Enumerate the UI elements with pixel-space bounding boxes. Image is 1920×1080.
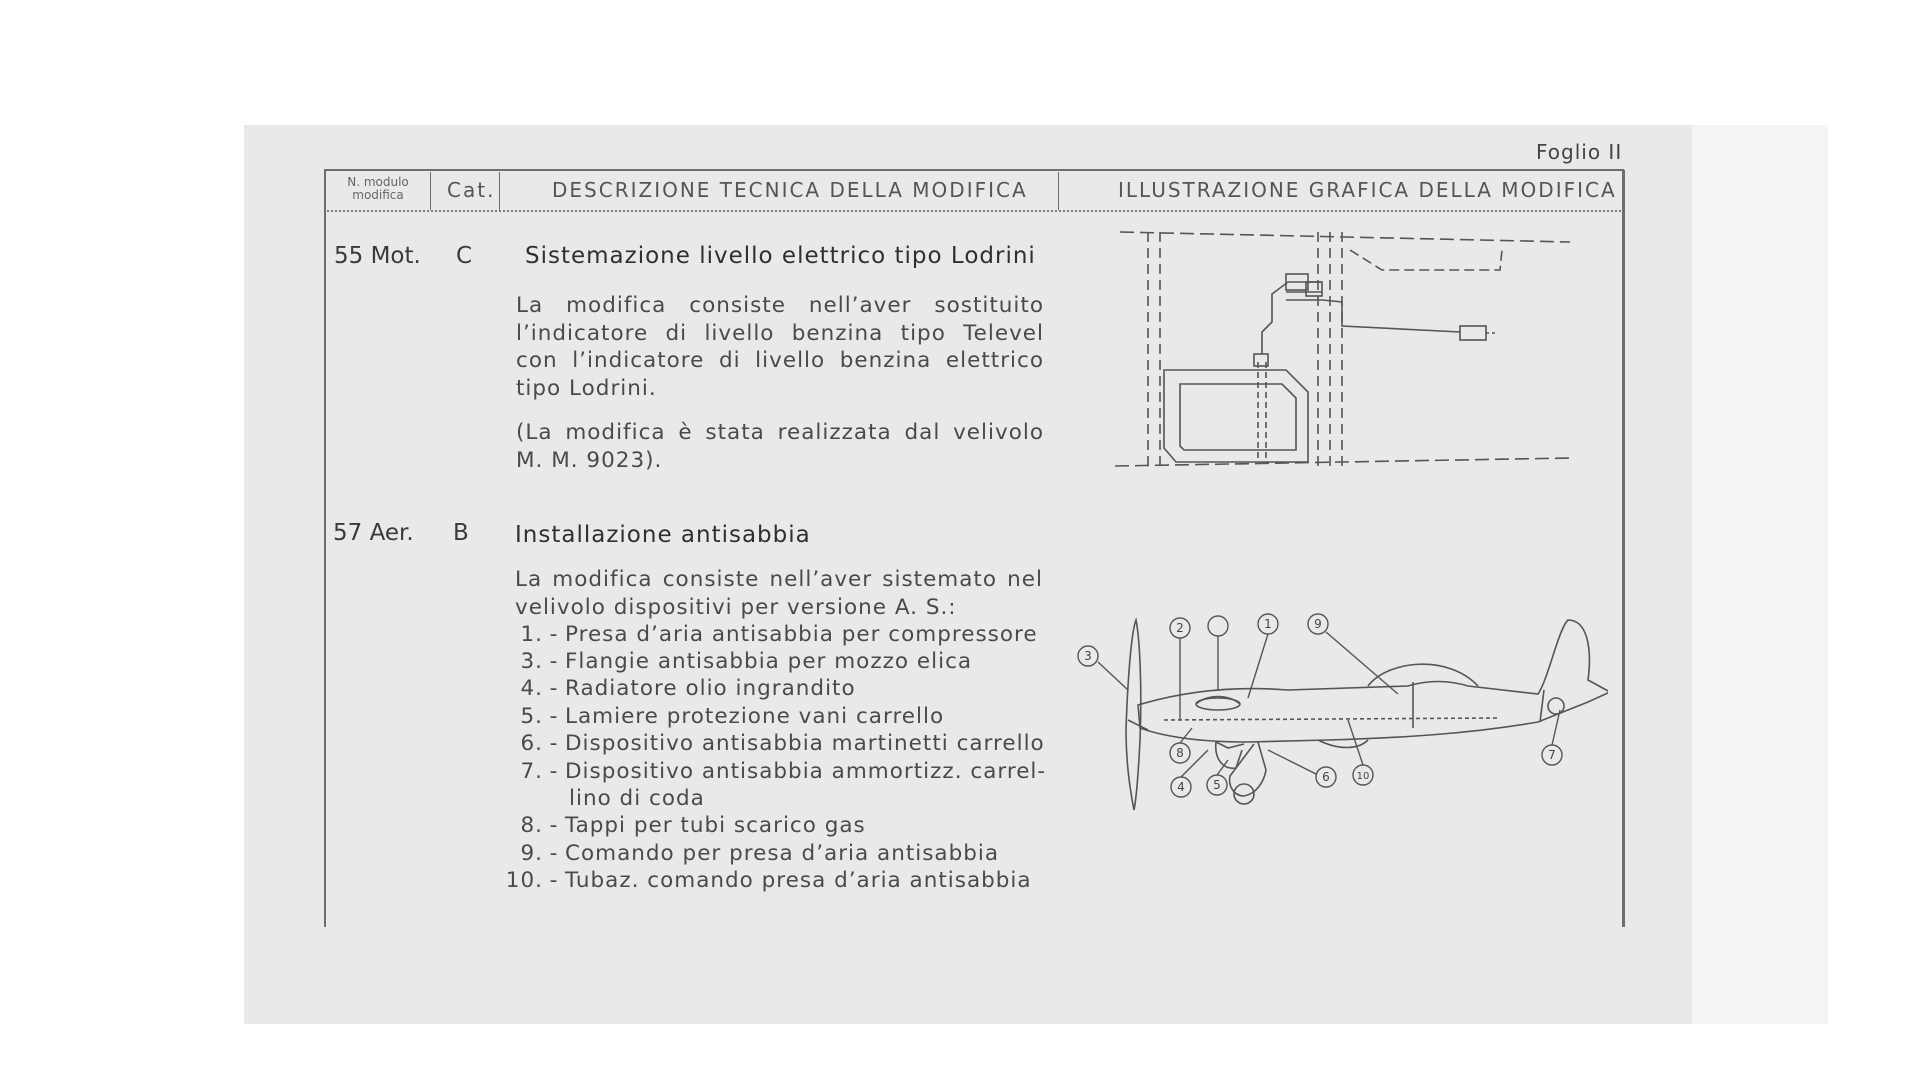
list-item: 5. - Lamiere protezione vani carrello [520,704,945,729]
entry-category: C [456,243,473,269]
aircraft-antisand-drawing [1068,610,1608,830]
fuel-level-indicator-drawing [1110,222,1590,482]
entry-ref: 57 Aer. [333,520,414,546]
table-right-rule [1622,170,1625,927]
callout-label: 1 [1264,617,1272,631]
header-category: Cat. [447,178,496,202]
list-item: 3. - Flangie antisabbia per mozzo elica [520,649,973,674]
entry-description: La modifica consiste nell’aver sostituito l’indicatore di livello benzina tipo Televel con l’indicatore di livello benzina elettrico tipo Lodrini. [516,293,1044,401]
callout-label: 3 [1084,649,1092,663]
callout-label: 7 [1548,748,1556,762]
header-divider-1 [430,172,431,210]
list-item: 10. - Tubaz. comando presa d’aria antisabbia [505,868,1032,893]
header-description: DESCRIZIONE TECNICA DELLA MODIFICA [552,178,1028,202]
callout-label: 4 [1177,780,1185,794]
header-bottom-rule [324,210,1624,212]
entry-title: Installazione antisabbia [515,522,811,548]
header-module-number: N. modulo modifica [347,175,409,202]
header-divider-2 [499,172,500,210]
callout-label: 5 [1213,778,1221,792]
list-item: 7. - Dispositivo antisabbia ammortizz. carrel- [520,759,1047,784]
header-illustration: ILLUSTRAZIONE GRAFICA DELLA MODIFICA [1118,178,1617,202]
list-item: 8. - Tappi per tubi scarico gas [520,813,866,838]
entry-ref: 55 Mot. [334,243,421,269]
entry-title: Sistemazione livello elettrico tipo Lodrini [525,243,1036,269]
callout-label: 6 [1322,770,1330,784]
callout-label: 10 [1356,771,1370,782]
callout-label: 8 [1176,746,1184,760]
header-divider-3 [1058,172,1059,210]
callout-label: 9 [1314,617,1322,631]
entry-note: (La modifica è stata realizzata dal velivolo M. M. 9023). [516,420,1044,473]
entry-description: La modifica consiste nell’aver sistemato nel velivolo dispositivi per versione A. S.: [515,567,1043,620]
table-left-rule [324,170,326,927]
scan-margin [1692,125,1828,1024]
list-item: 4. - Radiatore olio ingrandito [520,676,856,701]
sheet-number: Foglio II [1536,140,1623,164]
entry-category: B [453,520,469,546]
table-top-rule [324,169,1624,171]
list-item: 6. - Dispositivo antisabbia martinetti carrello [520,731,1045,756]
list-item: 9. - Comando per presa d’aria antisabbia [520,841,1000,866]
callout-label: 2 [1176,621,1184,635]
list-item: 1. - Presa d’aria antisabbia per compressore [520,622,1038,647]
list-item-continuation: lino di coda [569,786,705,811]
